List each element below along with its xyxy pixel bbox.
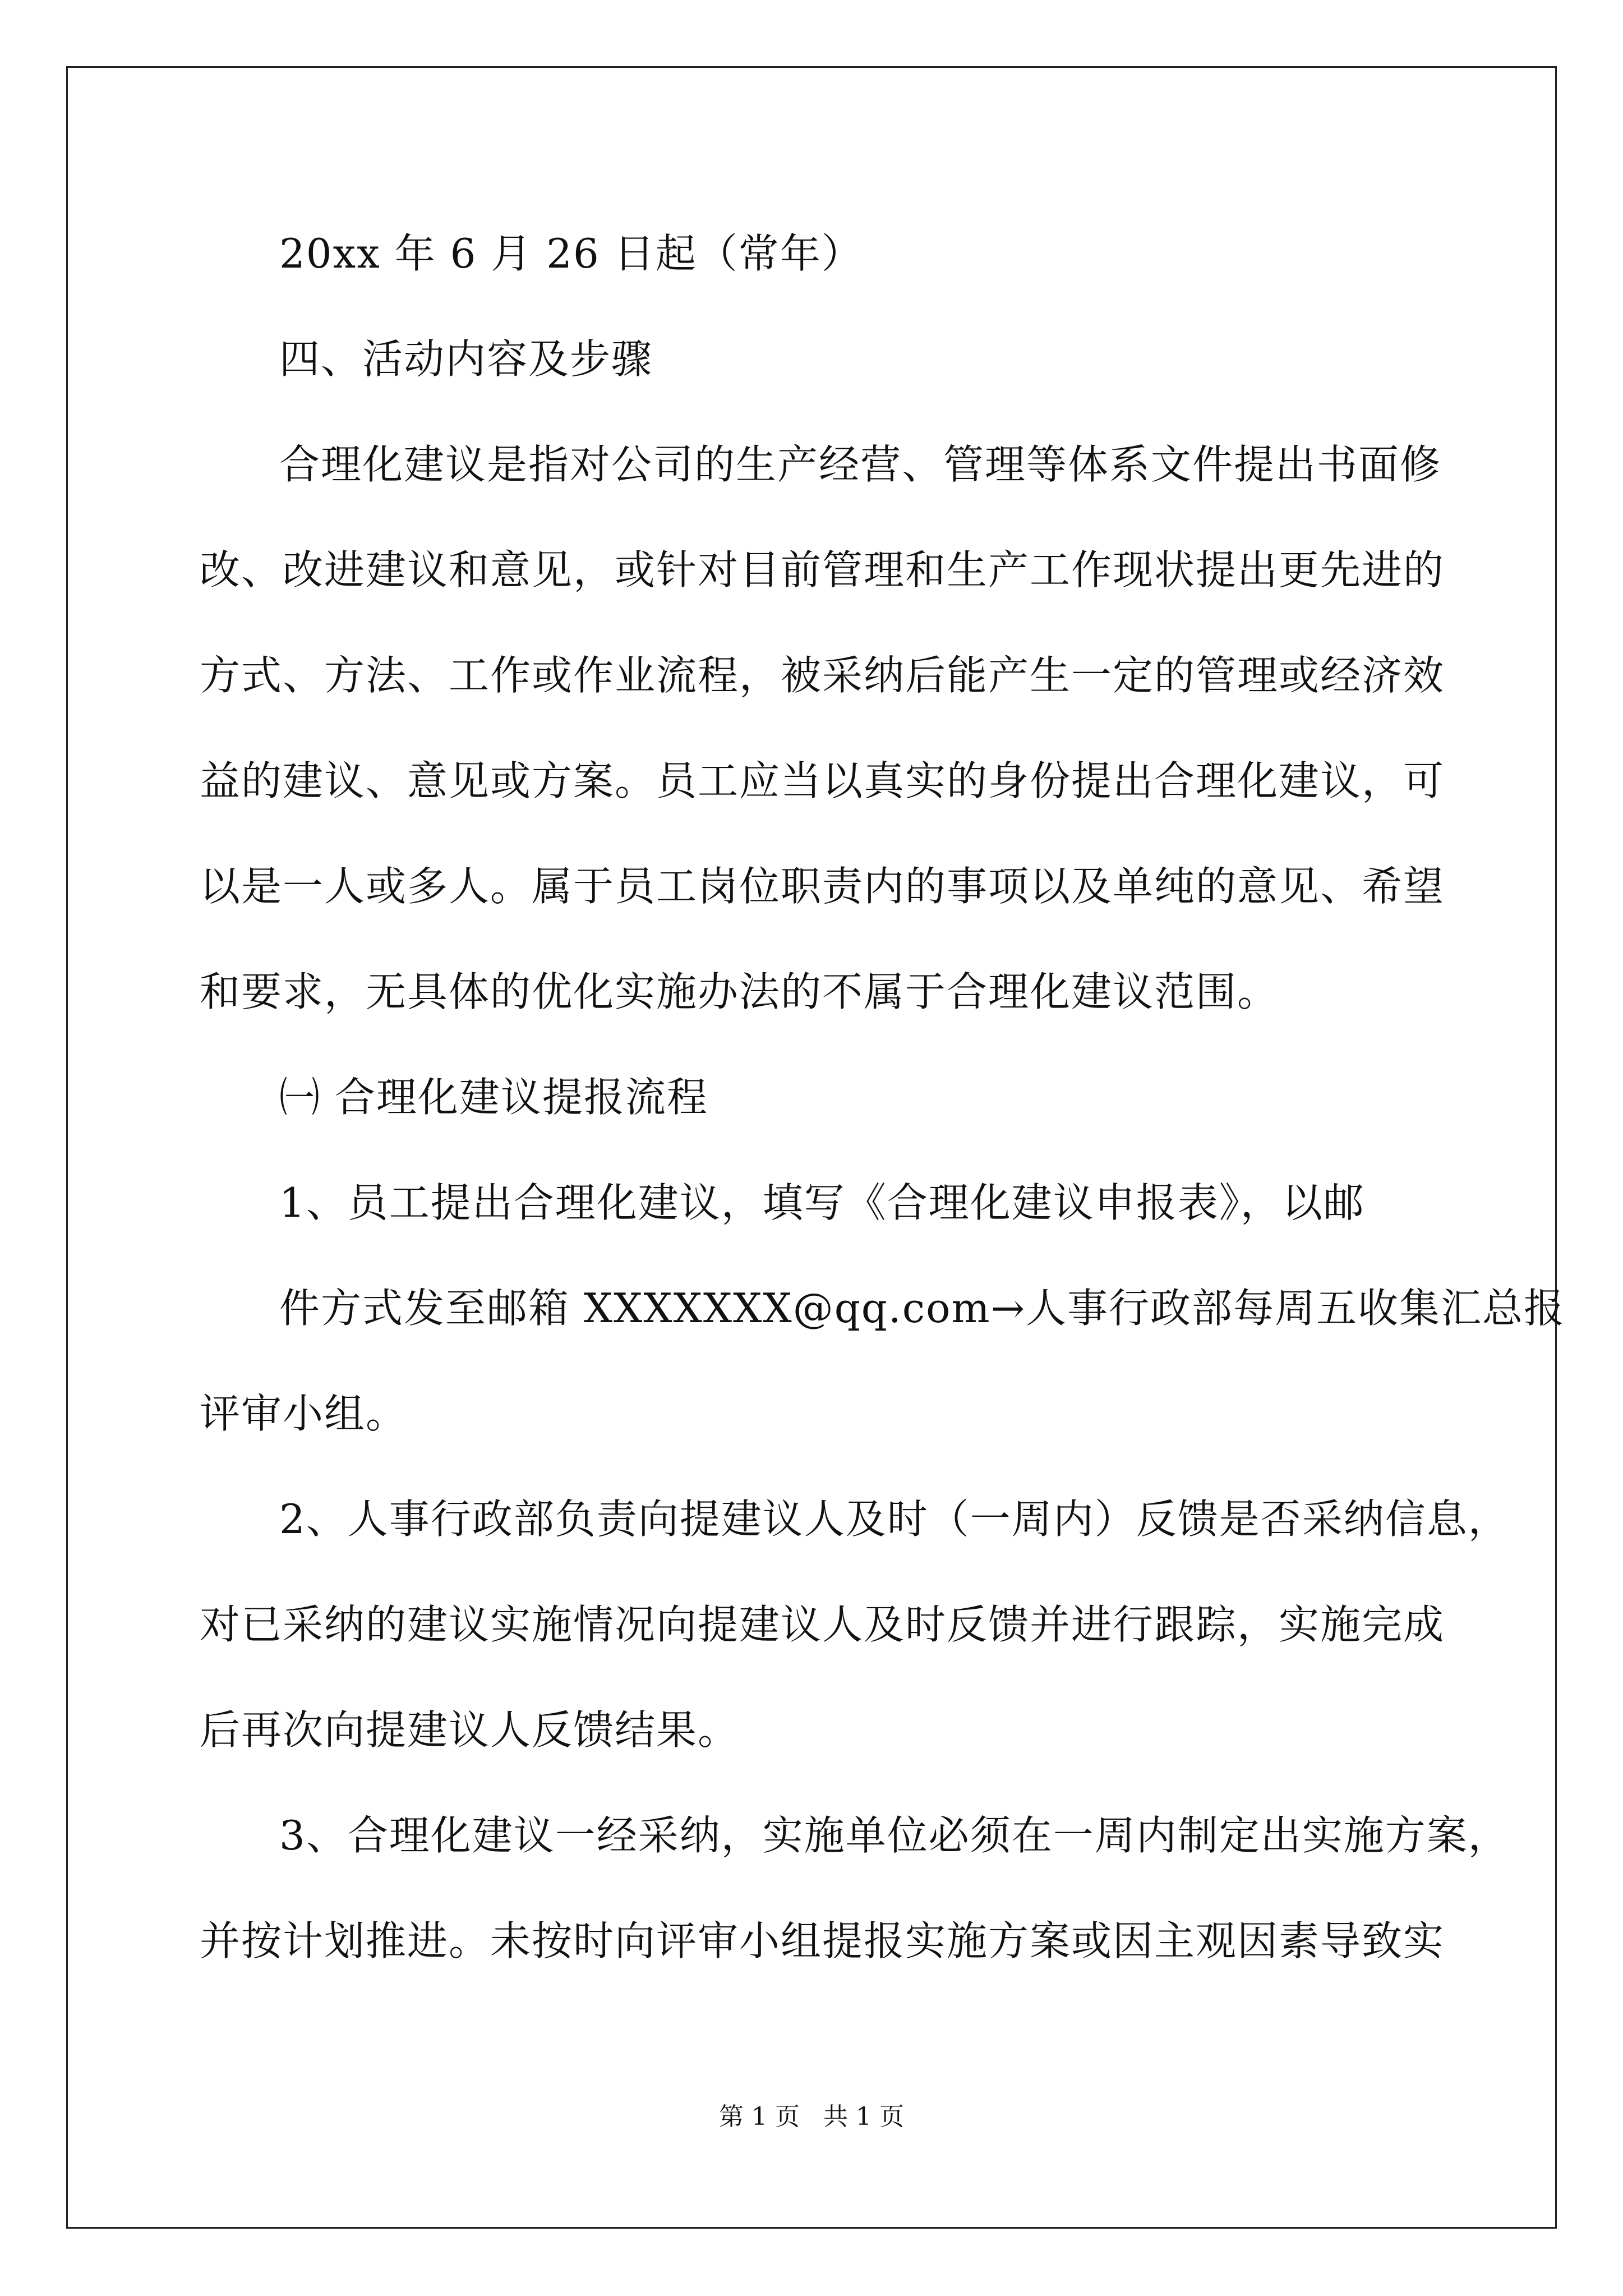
subsection-heading: ㈠ 合理化建议提报流程 [279,1074,708,1121]
paragraph-line: 件方式发至邮箱 XXXXXXX@qq.com→人事行政部每周五收集汇总报 [279,1285,1566,1332]
paragraph-line: 方式、方法、工作或作业流程，被采纳后能产生一定的管理或经济效 [200,652,1445,699]
paragraph-line: 和要求，无具体的优化实施办法的不属于合理化建议范围。 [200,968,1279,1015]
paragraph-line: 益的建议、意见或方案。员工应当以真实的身份提出合理化建议，可 [200,757,1445,804]
section-heading: 四、活动内容及步骤 [279,335,653,383]
page-footer: 第 1 页 共 1 页 [719,2102,904,2131]
paragraph-line: 合理化建议是指对公司的生产经营、管理等体系文件提出书面修 [279,441,1442,488]
text-line-date: 20xx 年 6 月 26 日起（常年） [279,230,863,277]
page-border [66,66,1557,2229]
paragraph-line: 后再次向提建议人反馈结果。 [200,1706,740,1754]
paragraph-line: 3、合理化建议一经采纳，实施单位必须在一周内制定出实施方案， [279,1812,1510,1859]
paragraph-line: 2、人事行政部负责向提建议人及时（一周内）反馈是否采纳信息， [279,1496,1510,1543]
paragraph-line: 并按计划推进。未按时向评审小组提报实施方案或因主观因素导致实 [200,1917,1445,1964]
paragraph-line: 对已采纳的建议实施情况向提建议人及时反馈并进行跟踪，实施完成 [200,1601,1445,1648]
paragraph-line: 1、员工提出合理化建议，填写《合理化建议申报表》，以邮 [279,1179,1365,1226]
paragraph-line: 改、改进建议和意见，或针对目前管理和生产工作现状提出更先进的 [200,546,1445,593]
paragraph-line: 以是一人或多人。属于员工岗位职责内的事项以及单纯的意见、希望 [200,863,1445,910]
paragraph-line: 评审小组。 [200,1390,408,1437]
